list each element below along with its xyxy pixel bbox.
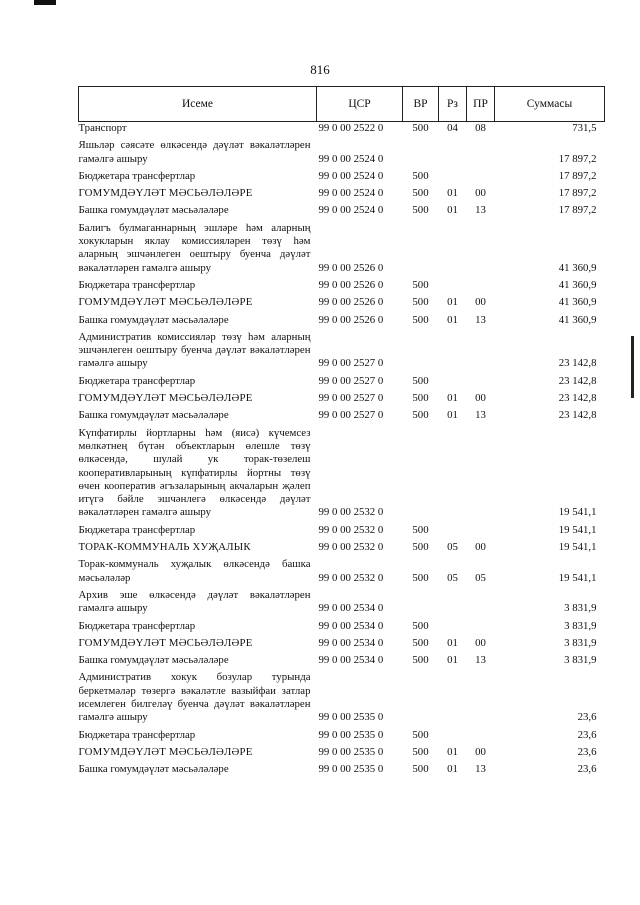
cell-csr: 99 0 00 2532 0	[318, 541, 384, 554]
cell-sum: 17 897,2	[558, 187, 597, 200]
cell-vr: 500	[412, 523, 429, 536]
cell-sum: 23,6	[577, 711, 597, 724]
table-row	[79, 522, 605, 539]
cell-rz: 01	[447, 763, 458, 776]
cell-vr: 500	[412, 619, 429, 632]
cell-pr	[467, 522, 495, 539]
cell-pr: 00	[475, 745, 486, 758]
budget-table-container	[78, 86, 604, 778]
cell-sum: 41 360,9	[558, 261, 597, 274]
page-number: 816	[310, 62, 330, 77]
cell-pr	[467, 373, 495, 390]
cell-sum: 41 360,9	[558, 278, 597, 291]
cell-pr: 13	[475, 654, 486, 667]
cell-rz	[439, 522, 467, 539]
cell-csr: 99 0 00 2534 0	[318, 636, 384, 649]
cell-rz	[439, 425, 467, 522]
cell-sum: 41 360,9	[558, 296, 597, 309]
table-header	[79, 87, 605, 122]
cell-vr	[403, 137, 439, 168]
cell-csr: 99 0 00 2535 0	[318, 711, 384, 724]
cell-vr: 500	[412, 728, 429, 741]
cell-rz: 01	[447, 313, 458, 326]
table-row	[79, 329, 605, 373]
cell-pr	[467, 587, 495, 618]
table-row	[79, 618, 605, 635]
cell-sum: 3 831,9	[564, 636, 597, 649]
cell-name: Архив эше өлкәсендә дәүләт вәкаләтләрен гамәлгә ашыру	[78, 588, 311, 615]
table-row	[79, 407, 605, 424]
table-row	[79, 539, 605, 556]
cell-sum: 731,5	[572, 122, 597, 134]
cell-vr: 500	[412, 392, 429, 405]
cell-vr: 500	[412, 745, 429, 758]
cell-name: Башка гомумдәүләт мәсьәләләре	[78, 313, 229, 326]
cell-csr: 99 0 00 2524 0	[318, 204, 384, 217]
header-rz: Рз	[439, 87, 467, 122]
cell-vr	[403, 220, 439, 277]
table-row	[79, 425, 605, 522]
cell-pr	[467, 168, 495, 185]
cell-sum: 3 831,9	[564, 602, 597, 615]
table-row	[79, 652, 605, 669]
cell-name: ГОМУМДӘҮЛӘТ МӘСЬӘЛӘЛӘРЕ	[78, 745, 253, 758]
cell-rz: 01	[447, 409, 458, 422]
cell-name: Бюджетара трансфертлар	[78, 278, 196, 291]
cell-csr: 99 0 00 2524 0	[318, 152, 384, 165]
cell-name: Башка гомумдәүләт мәсьәләләре	[78, 204, 229, 217]
cell-name: Балигъ булмаганнарның эшләре һәм аларның хокукларын яклау комиссияләрен төзү һәм аларның эшчәнлеген оештыру буенча дәүләт вәкаләтләрен гамәлгә ашыру	[78, 221, 311, 274]
table-row	[79, 390, 605, 407]
cell-pr	[467, 277, 495, 294]
cell-name: ГОМУМДӘҮЛӘТ МӘСЬӘЛӘЛӘРЕ	[78, 392, 253, 405]
cell-vr	[403, 425, 439, 522]
cell-sum: 23 142,8	[558, 357, 597, 370]
cell-pr: 00	[475, 187, 486, 200]
cell-pr	[467, 329, 495, 373]
cell-csr: 99 0 00 2524 0	[318, 187, 384, 200]
cell-pr	[467, 137, 495, 168]
table-row	[79, 761, 605, 778]
cell-csr: 99 0 00 2532 0	[318, 571, 384, 584]
cell-vr: 500	[412, 763, 429, 776]
cell-rz: 01	[447, 636, 458, 649]
table-row	[79, 122, 605, 138]
cell-vr: 500	[412, 654, 429, 667]
cell-name: ГОМУМДӘҮЛӘТ МӘСЬӘЛӘЛӘРЕ	[78, 187, 253, 200]
cell-vr: 500	[412, 541, 429, 554]
table-body	[79, 122, 605, 779]
cell-rz	[439, 137, 467, 168]
cell-vr: 500	[412, 636, 429, 649]
table-row	[79, 220, 605, 277]
cell-rz	[439, 373, 467, 390]
cell-rz	[439, 587, 467, 618]
cell-sum: 19 541,1	[558, 506, 597, 519]
cell-vr: 500	[412, 169, 429, 182]
cell-csr: 99 0 00 2527 0	[318, 357, 384, 370]
cell-vr: 500	[412, 313, 429, 326]
cell-pr: 13	[475, 763, 486, 776]
cell-vr: 500	[412, 296, 429, 309]
cell-rz: 05	[447, 541, 458, 554]
cell-csr: 99 0 00 2526 0	[318, 278, 384, 291]
table-row	[79, 727, 605, 744]
cell-rz	[439, 727, 467, 744]
cell-pr: 08	[475, 122, 486, 134]
header-sum: Суммасы	[495, 87, 605, 122]
cell-vr: 500	[412, 571, 429, 584]
cell-sum: 23,6	[577, 728, 597, 741]
header-vr: ВР	[403, 87, 439, 122]
cell-rz: 04	[447, 122, 458, 134]
cell-rz	[439, 168, 467, 185]
cell-sum: 23 142,8	[558, 374, 597, 387]
cell-sum: 23,6	[577, 745, 597, 758]
header-pr: ПР	[467, 87, 495, 122]
cell-sum: 17 897,2	[558, 152, 597, 165]
cell-name: Административ хокук бозулар турында беркетмәләр төзергә вәкаләтле вазыйфаи затлар исемлеген билгеләү буенча дәүләт вәкаләтләрен гамәлгә ашыру	[78, 671, 311, 724]
cell-name: Башка гомумдәүләт мәсьәләләре	[78, 763, 229, 776]
cell-name: Башка гомумдәүләт мәсьәләләре	[78, 409, 229, 422]
cell-csr: 99 0 00 2527 0	[318, 374, 384, 387]
header-csr: ЦСР	[317, 87, 403, 122]
cell-name: ГОМУМДӘҮЛӘТ МӘСЬӘЛӘЛӘРЕ	[78, 296, 253, 309]
cell-rz: 05	[447, 571, 458, 584]
table-row	[79, 635, 605, 652]
cell-sum: 23 142,8	[558, 409, 597, 422]
cell-name: Күпфатирлы йортларны һәм (яисә) күчемсез мөлкәтнең бүтән объектларын өлешле төзү өлкәсендә, шулай ук торак-төзелеш кооперативларының күпфатирлы йортны төзү өчен кооператив әгъзаларының акчаларын җәлеп итүгә бәйле эшчәнлегә өлкәсендә дәүләт вәкаләтләрен гамәлгә ашыру	[78, 426, 311, 519]
cell-vr: 500	[412, 278, 429, 291]
cell-csr: 99 0 00 2534 0	[318, 619, 384, 632]
cell-csr: 99 0 00 2534 0	[318, 654, 384, 667]
cell-pr	[467, 618, 495, 635]
cell-csr: 99 0 00 2526 0	[318, 313, 384, 326]
cell-name: Бюджетара трансфертлар	[78, 169, 196, 182]
cell-pr: 00	[475, 541, 486, 554]
cell-csr: 99 0 00 2527 0	[318, 392, 384, 405]
table-row	[79, 277, 605, 294]
cell-name: Бюджетара трансфертлар	[78, 619, 196, 632]
cell-csr: 99 0 00 2522 0	[318, 122, 384, 134]
cell-vr: 500	[412, 374, 429, 387]
cell-name: Транспорт	[78, 122, 127, 134]
table-row	[79, 744, 605, 761]
cell-pr	[467, 727, 495, 744]
cell-name: Торак-коммуналь хуҗалык өлкәсендә башка мәсьәләләр	[78, 558, 311, 584]
cell-pr: 00	[475, 636, 486, 649]
cell-name: Бюджетара трансфертлар	[78, 374, 196, 387]
cell-sum: 19 541,1	[558, 523, 597, 536]
cell-vr	[403, 669, 439, 726]
cell-name: Яшьләр сәясәте өлкәсендә дәүләт вәкаләтләрен гамәлгә ашыру	[78, 139, 311, 165]
margin-bar-mark	[631, 336, 634, 398]
cell-name: Башка гомумдәүләт мәсьәләләре	[78, 654, 229, 667]
cell-name: ТОРАК-КОММУНАЛЬ ХУҖАЛЫК	[78, 541, 251, 554]
cell-rz	[439, 277, 467, 294]
cell-pr	[467, 669, 495, 726]
cell-csr: 99 0 00 2527 0	[318, 409, 384, 422]
cell-pr: 00	[475, 296, 486, 309]
cell-pr: 05	[475, 571, 486, 584]
cell-rz	[439, 618, 467, 635]
cell-sum: 3 831,9	[564, 619, 597, 632]
cell-csr: 99 0 00 2526 0	[318, 296, 384, 309]
table-row	[79, 373, 605, 390]
table-row	[79, 202, 605, 219]
cell-csr: 99 0 00 2526 0	[318, 261, 384, 274]
cell-sum: 3 831,9	[564, 654, 597, 667]
cell-rz	[439, 669, 467, 726]
cell-sum: 23 142,8	[558, 392, 597, 405]
cell-name: Бюджетара трансфертлар	[78, 523, 196, 536]
cell-csr: 99 0 00 2535 0	[318, 763, 384, 776]
table-row	[79, 137, 605, 168]
cell-csr: 99 0 00 2535 0	[318, 745, 384, 758]
cell-vr: 500	[412, 204, 429, 217]
budget-table	[78, 86, 605, 778]
header-row	[79, 87, 605, 122]
cell-sum: 23,6	[577, 763, 597, 776]
table-row	[79, 168, 605, 185]
cell-pr	[467, 220, 495, 277]
cell-csr: 99 0 00 2532 0	[318, 506, 384, 519]
cell-pr: 13	[475, 409, 486, 422]
cell-rz: 01	[447, 204, 458, 217]
cell-rz: 01	[447, 745, 458, 758]
cell-pr	[467, 425, 495, 522]
cell-sum: 19 541,1	[558, 541, 597, 554]
cell-csr: 99 0 00 2532 0	[318, 523, 384, 536]
cell-vr	[403, 329, 439, 373]
header-name: Исеме	[79, 87, 317, 122]
cell-vr: 500	[412, 122, 429, 134]
cell-vr: 500	[412, 187, 429, 200]
cell-rz: 01	[447, 187, 458, 200]
cell-sum: 17 897,2	[558, 169, 597, 182]
cell-vr: 500	[412, 409, 429, 422]
table-row	[79, 185, 605, 202]
cell-csr: 99 0 00 2524 0	[318, 169, 384, 182]
cell-rz: 01	[447, 654, 458, 667]
cell-sum: 41 360,9	[558, 313, 597, 326]
cell-pr: 13	[475, 313, 486, 326]
cell-csr: 99 0 00 2535 0	[318, 728, 384, 741]
table-row	[79, 312, 605, 329]
cell-pr: 00	[475, 392, 486, 405]
cell-name: Административ комиссияләр төзү һәм аларның эшчәнлеген оештыру буенча дәүләт вәкаләтләрен гамәлгә ашыру	[78, 330, 311, 370]
cell-csr: 99 0 00 2534 0	[318, 602, 384, 615]
table-row	[79, 294, 605, 311]
table-row	[79, 669, 605, 726]
cell-name: Бюджетара трансфертлар	[78, 728, 196, 741]
cell-sum: 19 541,1	[558, 571, 597, 584]
cell-rz: 01	[447, 392, 458, 405]
scan-edge-mark	[34, 0, 56, 5]
cell-sum: 17 897,2	[558, 204, 597, 217]
cell-vr	[403, 587, 439, 618]
cell-pr: 13	[475, 204, 486, 217]
cell-name: ГОМУМДӘҮЛӘТ МӘСЬӘЛӘЛӘРЕ	[78, 636, 253, 649]
cell-rz: 01	[447, 296, 458, 309]
table-row	[79, 556, 605, 587]
cell-rz	[439, 329, 467, 373]
cell-rz	[439, 220, 467, 277]
table-row	[79, 587, 605, 618]
